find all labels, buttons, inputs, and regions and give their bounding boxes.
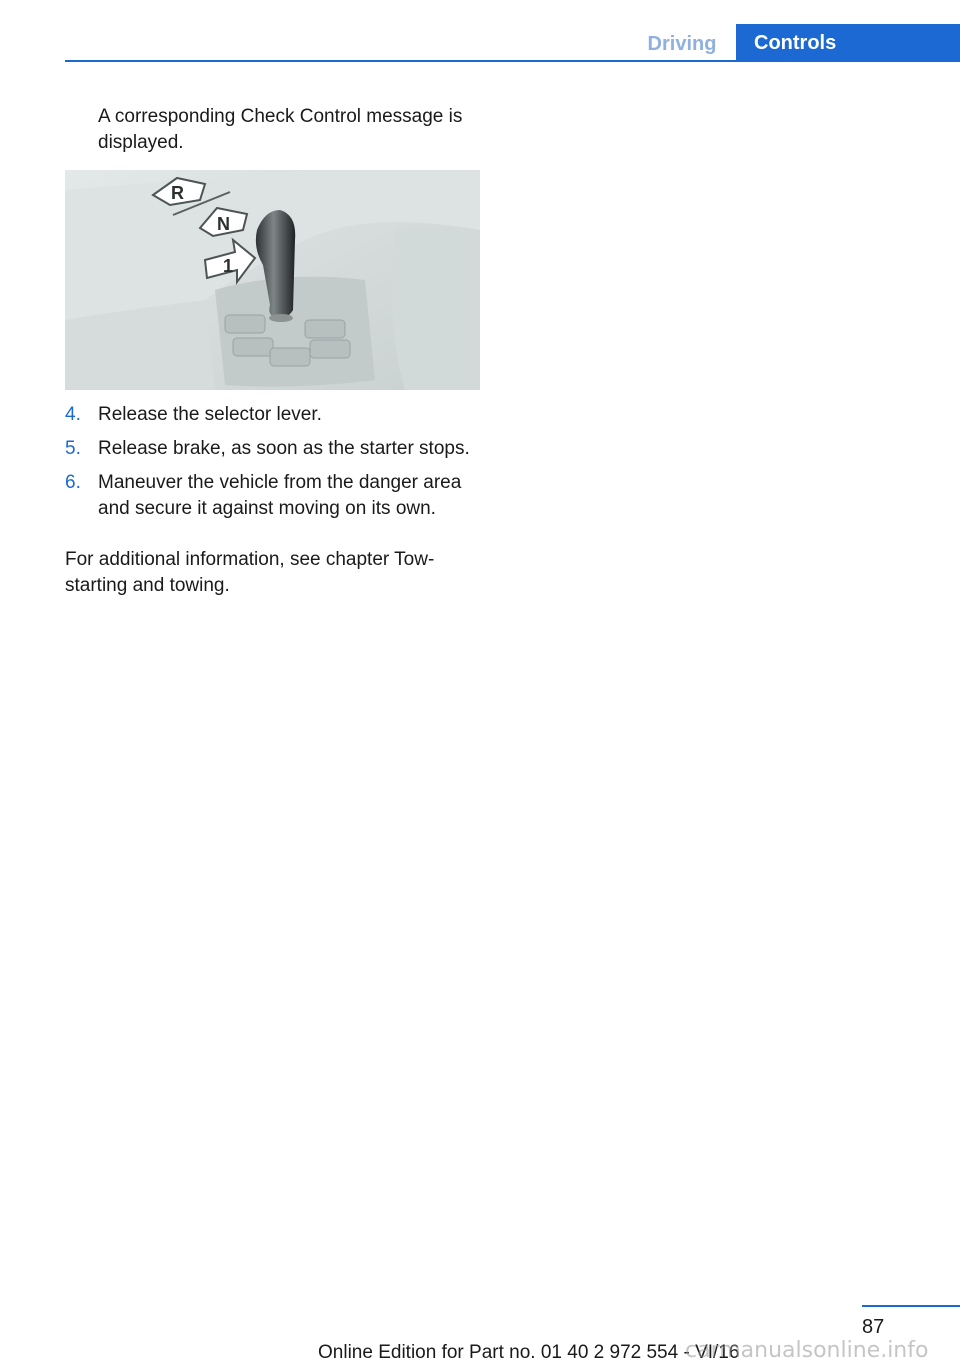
edition-text: Online Edition for Part no. 01 40 2 972 554 - VI/16 bbox=[318, 1342, 740, 1363]
list-item bbox=[65, 436, 485, 462]
watermark: carmanualsonline.info bbox=[685, 1338, 929, 1363]
chapter-tab[interactable]: Controls bbox=[736, 24, 960, 62]
step-text: Release brake, as soon as the starter stops. bbox=[98, 438, 470, 459]
step-text: Maneuver the vehicle from the danger area and secure it against moving on its own. bbox=[98, 472, 462, 519]
footer-rule bbox=[862, 1305, 960, 1307]
page-number: 87 bbox=[862, 1316, 885, 1338]
list-item bbox=[65, 402, 485, 428]
arrow-label-r: R bbox=[171, 183, 184, 203]
steps-list bbox=[65, 402, 485, 530]
selector-lever-illustration bbox=[65, 170, 480, 390]
step-number: 4. bbox=[65, 404, 81, 425]
step-number: 5. bbox=[65, 438, 81, 459]
intro-text: A corresponding Check Control message is displayed. bbox=[98, 106, 463, 153]
arrow-label-1: 1 bbox=[223, 256, 234, 276]
section-tab[interactable]: Driving bbox=[647, 32, 717, 55]
list-item bbox=[65, 470, 485, 522]
step-text: Release the selector lever. bbox=[98, 404, 322, 425]
step-number: 6. bbox=[65, 472, 81, 493]
arrow-label-n: N bbox=[217, 214, 230, 234]
additional-info-text: For additional information, see chapter Tow-starting and towing. bbox=[65, 549, 435, 596]
